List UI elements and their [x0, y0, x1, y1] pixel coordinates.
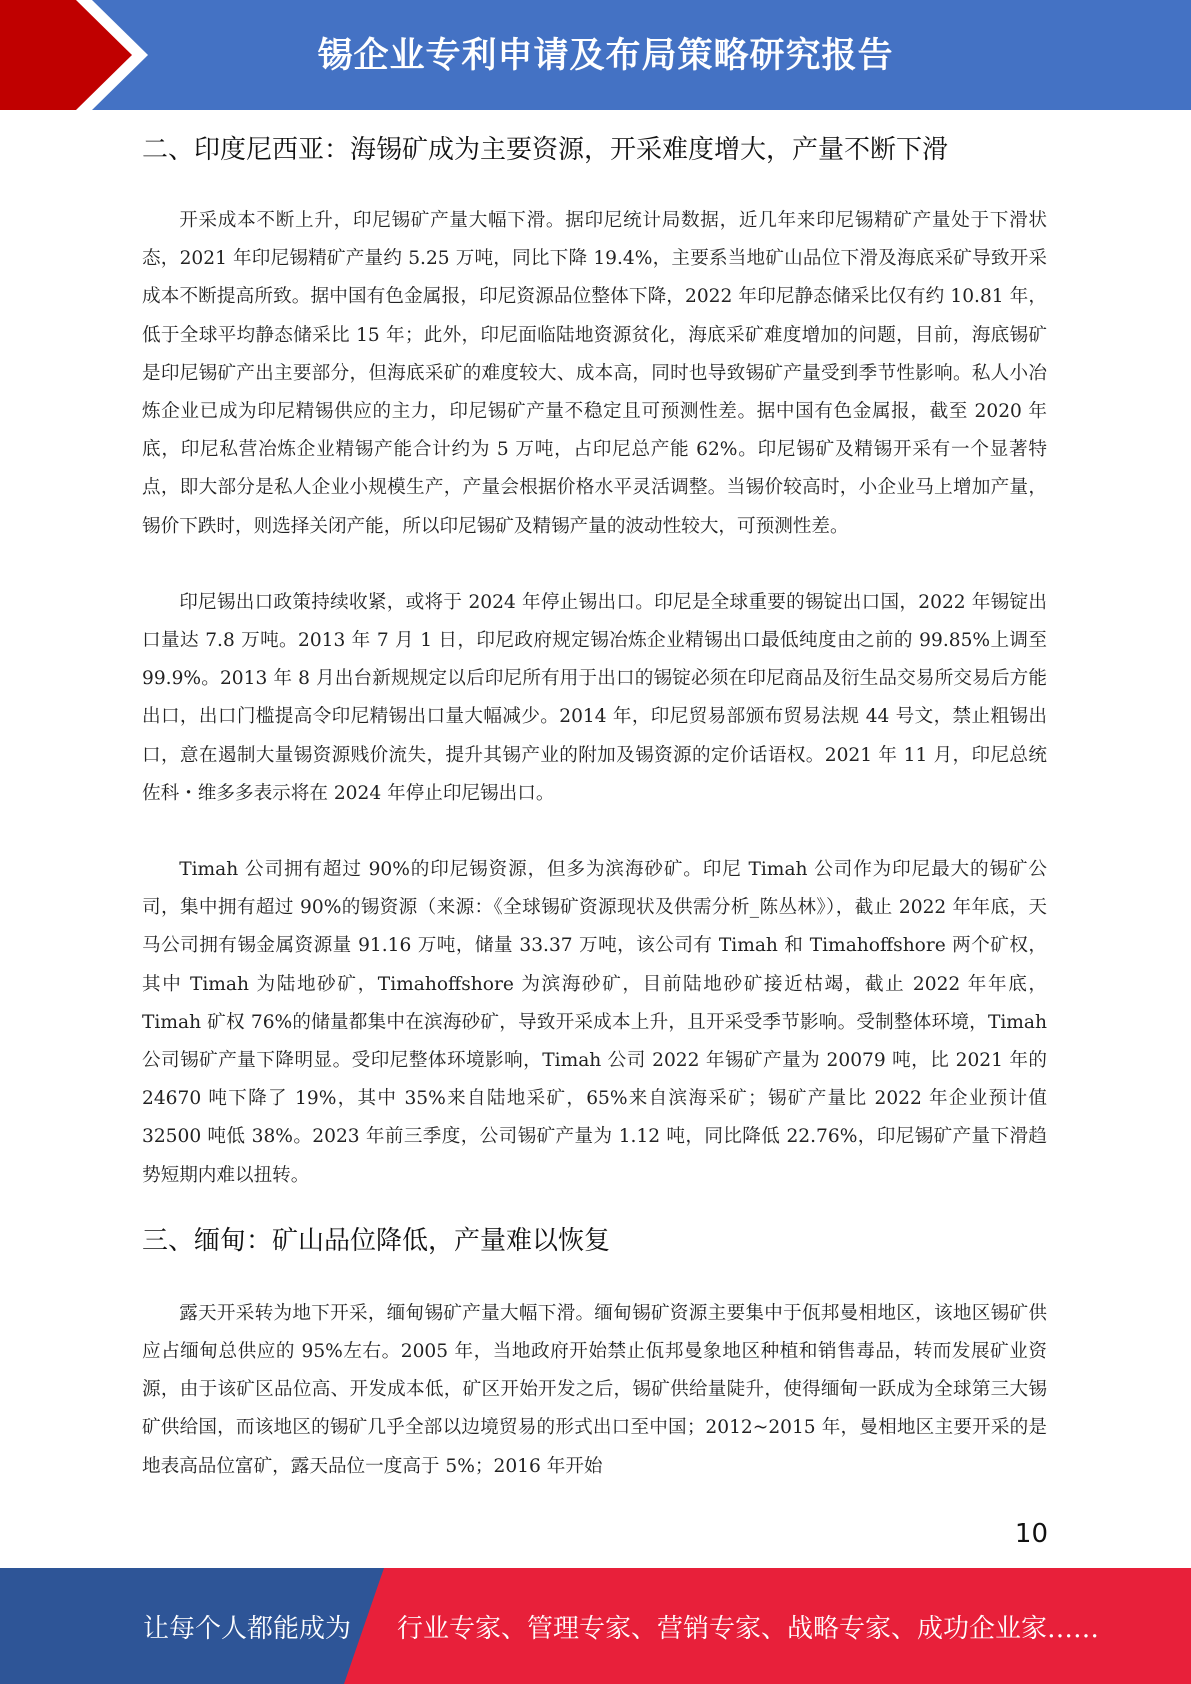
paragraph: 印尼锡出口政策持续收紧，或将于 2024 年停止锡出口。印尼是全球重要的锡锭出口国，2022 年锡锭出口量达 7.8 万吨。2013 年 7 月 1 日，印尼政府规定锡冶炼企业精锡出口最低纯度由之前的 99.85%上调至 99.9%。2013 年 8 月出台新规规定以后印尼所有用于出口的锡锭必须在印尼商品及衍生品交易所交易后方能出口，出口门槛提高令印尼精锡出口量大幅减少。2014 年，印尼贸易部颁布贸易法规 44 号文，禁止粗锡出口，意在遏制大量锡资源贱价流失，提升其锡产业的附加及锡资源的定价话语权。2021 年 11 月，印尼总统佐科・维多多表示将在 2024 年停止印尼锡出口。 [142, 591, 1047, 804]
paragraph: 露天开采转为地下开采，缅甸锡矿产量大幅下滑。缅甸锡矿资源主要集中于佤邦曼相地区，该地区锡矿供应占缅甸总供应的 95%左右。2005 年，当地政府开始禁止佤邦曼象地区种植和销售毒品，转而发展矿业资源，由于该矿区品位高、开发成本低，矿区开始开发之后，锡矿供给量陡升，使得缅甸一跃成为全球第三大锡矿供给国，而该地区的锡矿几乎全部以边境贸易的形式出口至中国；2012~2015 年，曼相地区主要开采的是地表高品位富矿，露天品位一度高于 5%；2016 年开始 [142, 1302, 1047, 1477]
page-footer [0, 1568, 1191, 1684]
section-heading-indonesia: 二、印度尼西亚：海锡矿成为主要资源，开采难度增大，产量不断下滑 [142, 135, 949, 165]
page-content [142, 122, 1047, 1524]
page-number: 10 [1014, 1519, 1048, 1549]
footer-slogan-left: 让每个人都能成为 [143, 1614, 352, 1644]
paragraph: Timah 公司拥有超过 90%的印尼锡资源，但多为滨海砂矿。印尼 Timah 公司作为印尼最大的锡矿公司，集中拥有超过 90%的锡资源（来源：《全球锡矿资源现状及供需分析_陈丛林》），截止 2022 年年底，天马公司拥有锡金属资源量 91.16 万吨，储量 33.37 万吨，该公司有 Timah 和 Timahoffshore 两个矿权，其中 Timah 为陆地砂矿，Timahoffshore 为滨海砂矿，目前陆地砂矿接近枯竭，截止 2022 年年底，Timah 矿权 76%的储量都集中在滨海砂矿，导致开采成本上升，且开采受季节影响。受制整体环境，Timah 公司锡矿产量下降明显。受印尼整体环境影响，Timah 公司 2022 年锡矿产量为 20079 吨，比 2021 年的 24670 吨下降了 19%，其中 35%来自陆地采矿，65%来自滨海采矿；锡矿产量比 2022 年企业预计值 32500 吨低 38%。2023 年前三季度，公司锡矿产量为 1.12 吨，同比降低 22.76%，印尼锡矿产量下滑趋势短期内难以扭转。 [142, 859, 1047, 1186]
paragraph: 开采成本不断上升，印尼锡矿产量大幅下滑。据印尼统计局数据，近几年来印尼锡精矿产量处于下滑状态，2021 年印尼锡精矿产量约 5.25 万吨，同比下降 19.4%，主要系当地矿山品位下滑及海底采矿导致开采成本不断提高所致。据中国有色金属报，印尼资源品位整体下降，2022 年印尼静态储采比仅有约 10.81 年，低于全球平均静态储采比 15 年；此外，印尼面临陆地资源贫化，海底采矿难度增加的问题，目前，海底锡矿是印尼锡矿产出主要部分，但海底采矿的难度较大、成本高，同时也导致锡矿产量受到季节性影响。私人小冶炼企业已成为印尼精锡供应的主力，印尼锡矿产量不稳定且可预测性差。据中国有色金属报，截至 2020 年底，印尼私营冶炼企业精锡产能合计约为 5 万吨，占印尼总产能 62%。印尼锡矿及精锡开采有一个显著特点，即大部分是私人企业小规模生产，产量会根据价格水平灵活调整。当锡价较高时，小企业马上增加产量，锡价下跌时，则选择关闭产能，所以印尼锡矿及精锡产量的波动性较大，可预测性差。 [142, 210, 1047, 537]
section-heading-myanmar: 三、缅甸：矿山品位降低，产量难以恢复 [142, 1225, 611, 1256]
page-header [0, 0, 1191, 110]
footer-slogan-right: 行业专家、管理专家、营销专家、战略专家、成功企业家…… [397, 1614, 1100, 1644]
header-title: 锡企业专利申请及布局策略研究报告 [317, 36, 894, 76]
